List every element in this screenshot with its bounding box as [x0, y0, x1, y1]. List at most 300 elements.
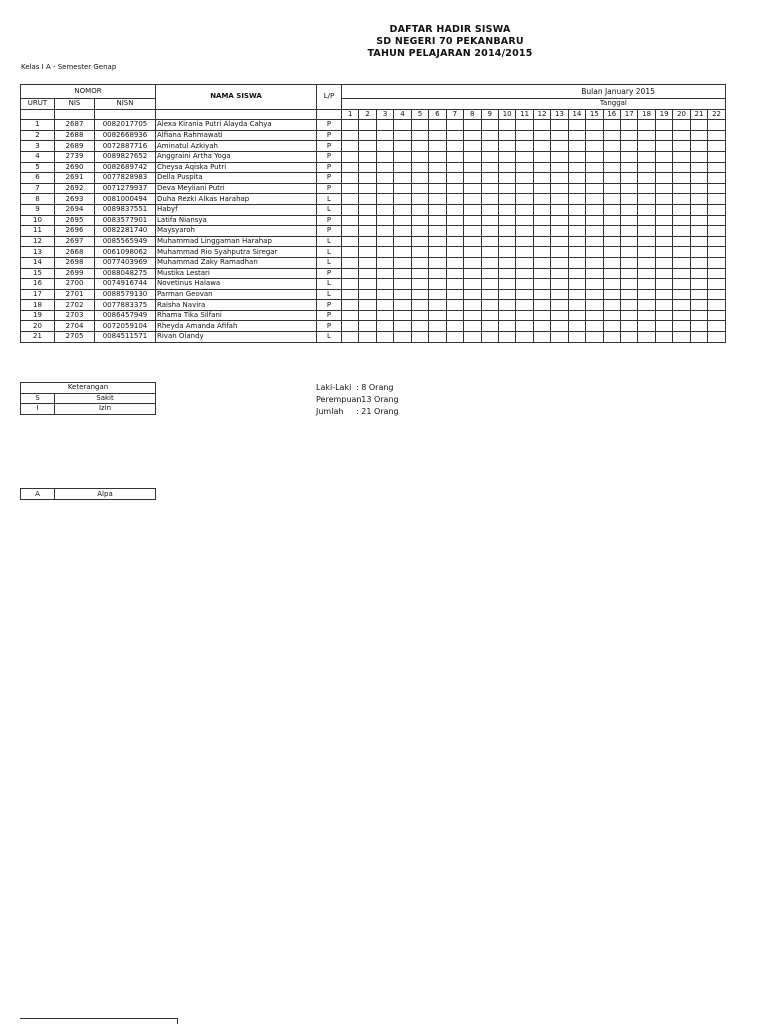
- attendance-cell[interactable]: [586, 162, 603, 173]
- attendance-cell[interactable]: [481, 247, 498, 258]
- attendance-cell[interactable]: [498, 236, 515, 247]
- attendance-cell[interactable]: [690, 257, 707, 268]
- attendance-cell[interactable]: [603, 151, 620, 162]
- attendance-cell[interactable]: [516, 162, 533, 173]
- attendance-cell[interactable]: [690, 141, 707, 152]
- attendance-cell[interactable]: [516, 257, 533, 268]
- attendance-cell[interactable]: [394, 120, 411, 131]
- attendance-cell[interactable]: [411, 289, 428, 300]
- attendance-cell[interactable]: [533, 204, 550, 215]
- attendance-cell[interactable]: [481, 289, 498, 300]
- attendance-cell[interactable]: [533, 141, 550, 152]
- attendance-cell[interactable]: [464, 257, 481, 268]
- attendance-cell[interactable]: [638, 226, 655, 237]
- attendance-cell[interactable]: [394, 268, 411, 279]
- attendance-cell[interactable]: [551, 321, 568, 332]
- attendance-cell[interactable]: [429, 204, 446, 215]
- attendance-cell[interactable]: [568, 215, 585, 226]
- attendance-cell[interactable]: [359, 226, 376, 237]
- attendance-cell[interactable]: [342, 247, 359, 258]
- attendance-cell[interactable]: [342, 151, 359, 162]
- attendance-cell[interactable]: [533, 226, 550, 237]
- attendance-cell[interactable]: [551, 226, 568, 237]
- attendance-cell[interactable]: [586, 268, 603, 279]
- attendance-cell[interactable]: [516, 310, 533, 321]
- attendance-cell[interactable]: [551, 289, 568, 300]
- attendance-cell[interactable]: [429, 141, 446, 152]
- attendance-cell[interactable]: [394, 162, 411, 173]
- attendance-cell[interactable]: [533, 289, 550, 300]
- attendance-cell[interactable]: [551, 141, 568, 152]
- attendance-cell[interactable]: [586, 332, 603, 343]
- attendance-cell[interactable]: [551, 310, 568, 321]
- attendance-cell[interactable]: [429, 194, 446, 205]
- attendance-cell[interactable]: [481, 183, 498, 194]
- attendance-cell[interactable]: [342, 173, 359, 184]
- attendance-cell[interactable]: [568, 173, 585, 184]
- attendance-cell[interactable]: [429, 173, 446, 184]
- attendance-cell[interactable]: [498, 332, 515, 343]
- attendance-cell[interactable]: [342, 300, 359, 311]
- attendance-cell[interactable]: [359, 120, 376, 131]
- attendance-cell[interactable]: [359, 332, 376, 343]
- attendance-cell[interactable]: [568, 120, 585, 131]
- attendance-cell[interactable]: [551, 173, 568, 184]
- attendance-cell[interactable]: [481, 321, 498, 332]
- attendance-cell[interactable]: [498, 310, 515, 321]
- attendance-cell[interactable]: [464, 332, 481, 343]
- attendance-cell[interactable]: [603, 215, 620, 226]
- attendance-cell[interactable]: [359, 204, 376, 215]
- attendance-cell[interactable]: [568, 300, 585, 311]
- attendance-cell[interactable]: [481, 257, 498, 268]
- attendance-cell[interactable]: [568, 289, 585, 300]
- attendance-cell[interactable]: [603, 300, 620, 311]
- attendance-cell[interactable]: [708, 173, 726, 184]
- attendance-cell[interactable]: [690, 279, 707, 290]
- attendance-cell[interactable]: [621, 247, 638, 258]
- attendance-cell[interactable]: [621, 120, 638, 131]
- attendance-cell[interactable]: [638, 247, 655, 258]
- attendance-cell[interactable]: [638, 310, 655, 321]
- attendance-cell[interactable]: [621, 151, 638, 162]
- attendance-cell[interactable]: [673, 332, 690, 343]
- attendance-cell[interactable]: [603, 236, 620, 247]
- attendance-cell[interactable]: [376, 120, 393, 131]
- attendance-cell[interactable]: [394, 321, 411, 332]
- attendance-cell[interactable]: [621, 204, 638, 215]
- attendance-cell[interactable]: [394, 289, 411, 300]
- attendance-cell[interactable]: [498, 321, 515, 332]
- attendance-cell[interactable]: [586, 257, 603, 268]
- attendance-cell[interactable]: [342, 257, 359, 268]
- attendance-cell[interactable]: [673, 215, 690, 226]
- attendance-cell[interactable]: [551, 151, 568, 162]
- attendance-cell[interactable]: [411, 268, 428, 279]
- attendance-cell[interactable]: [516, 236, 533, 247]
- attendance-cell[interactable]: [359, 310, 376, 321]
- attendance-cell[interactable]: [446, 257, 463, 268]
- attendance-cell[interactable]: [481, 279, 498, 290]
- attendance-cell[interactable]: [446, 215, 463, 226]
- attendance-cell[interactable]: [551, 204, 568, 215]
- attendance-cell[interactable]: [411, 162, 428, 173]
- attendance-cell[interactable]: [429, 310, 446, 321]
- attendance-cell[interactable]: [551, 162, 568, 173]
- attendance-cell[interactable]: [498, 173, 515, 184]
- attendance-cell[interactable]: [464, 236, 481, 247]
- attendance-cell[interactable]: [603, 130, 620, 141]
- attendance-cell[interactable]: [568, 268, 585, 279]
- attendance-cell[interactable]: [690, 120, 707, 131]
- attendance-cell[interactable]: [498, 257, 515, 268]
- attendance-cell[interactable]: [621, 300, 638, 311]
- attendance-cell[interactable]: [690, 215, 707, 226]
- attendance-cell[interactable]: [411, 321, 428, 332]
- attendance-cell[interactable]: [446, 310, 463, 321]
- attendance-cell[interactable]: [551, 257, 568, 268]
- attendance-cell[interactable]: [376, 215, 393, 226]
- attendance-cell[interactable]: [638, 120, 655, 131]
- attendance-cell[interactable]: [342, 194, 359, 205]
- attendance-cell[interactable]: [708, 289, 726, 300]
- attendance-cell[interactable]: [376, 279, 393, 290]
- attendance-cell[interactable]: [376, 310, 393, 321]
- attendance-cell[interactable]: [342, 226, 359, 237]
- attendance-cell[interactable]: [621, 226, 638, 237]
- attendance-cell[interactable]: [586, 120, 603, 131]
- attendance-cell[interactable]: [586, 289, 603, 300]
- attendance-cell[interactable]: [568, 151, 585, 162]
- attendance-cell[interactable]: [551, 236, 568, 247]
- attendance-cell[interactable]: [586, 204, 603, 215]
- attendance-cell[interactable]: [586, 151, 603, 162]
- attendance-cell[interactable]: [446, 194, 463, 205]
- attendance-cell[interactable]: [516, 215, 533, 226]
- attendance-cell[interactable]: [394, 173, 411, 184]
- attendance-cell[interactable]: [533, 310, 550, 321]
- attendance-cell[interactable]: [638, 141, 655, 152]
- attendance-cell[interactable]: [446, 321, 463, 332]
- attendance-cell[interactable]: [446, 268, 463, 279]
- attendance-cell[interactable]: [621, 215, 638, 226]
- attendance-cell[interactable]: [342, 162, 359, 173]
- attendance-cell[interactable]: [690, 332, 707, 343]
- attendance-cell[interactable]: [429, 332, 446, 343]
- attendance-cell[interactable]: [411, 236, 428, 247]
- attendance-cell[interactable]: [359, 279, 376, 290]
- attendance-cell[interactable]: [429, 247, 446, 258]
- attendance-cell[interactable]: [621, 236, 638, 247]
- attendance-cell[interactable]: [516, 141, 533, 152]
- attendance-cell[interactable]: [690, 130, 707, 141]
- attendance-cell[interactable]: [411, 130, 428, 141]
- attendance-cell[interactable]: [446, 289, 463, 300]
- attendance-cell[interactable]: [586, 173, 603, 184]
- attendance-cell[interactable]: [411, 310, 428, 321]
- attendance-cell[interactable]: [376, 332, 393, 343]
- attendance-cell[interactable]: [481, 215, 498, 226]
- attendance-cell[interactable]: [586, 321, 603, 332]
- attendance-cell[interactable]: [655, 257, 672, 268]
- attendance-cell[interactable]: [533, 183, 550, 194]
- attendance-cell[interactable]: [498, 300, 515, 311]
- attendance-cell[interactable]: [429, 300, 446, 311]
- attendance-cell[interactable]: [498, 162, 515, 173]
- attendance-cell[interactable]: [498, 120, 515, 131]
- attendance-cell[interactable]: [638, 268, 655, 279]
- attendance-cell[interactable]: [690, 194, 707, 205]
- attendance-cell[interactable]: [411, 226, 428, 237]
- attendance-cell[interactable]: [464, 289, 481, 300]
- attendance-cell[interactable]: [481, 194, 498, 205]
- attendance-cell[interactable]: [446, 226, 463, 237]
- attendance-cell[interactable]: [551, 247, 568, 258]
- attendance-cell[interactable]: [464, 141, 481, 152]
- attendance-cell[interactable]: [359, 268, 376, 279]
- attendance-cell[interactable]: [342, 215, 359, 226]
- attendance-cell[interactable]: [446, 236, 463, 247]
- attendance-cell[interactable]: [673, 130, 690, 141]
- attendance-cell[interactable]: [621, 141, 638, 152]
- attendance-cell[interactable]: [429, 215, 446, 226]
- attendance-cell[interactable]: [708, 236, 726, 247]
- attendance-cell[interactable]: [464, 310, 481, 321]
- attendance-cell[interactable]: [533, 247, 550, 258]
- attendance-cell[interactable]: [498, 183, 515, 194]
- attendance-cell[interactable]: [516, 321, 533, 332]
- attendance-cell[interactable]: [655, 173, 672, 184]
- attendance-cell[interactable]: [690, 226, 707, 237]
- attendance-cell[interactable]: [568, 236, 585, 247]
- attendance-cell[interactable]: [690, 268, 707, 279]
- attendance-cell[interactable]: [516, 268, 533, 279]
- attendance-cell[interactable]: [446, 300, 463, 311]
- attendance-cell[interactable]: [708, 247, 726, 258]
- attendance-cell[interactable]: [464, 162, 481, 173]
- attendance-cell[interactable]: [516, 226, 533, 237]
- attendance-cell[interactable]: [708, 194, 726, 205]
- attendance-cell[interactable]: [359, 236, 376, 247]
- attendance-cell[interactable]: [690, 289, 707, 300]
- attendance-cell[interactable]: [603, 279, 620, 290]
- attendance-cell[interactable]: [394, 236, 411, 247]
- attendance-cell[interactable]: [708, 226, 726, 237]
- attendance-cell[interactable]: [551, 332, 568, 343]
- attendance-cell[interactable]: [498, 226, 515, 237]
- attendance-cell[interactable]: [673, 310, 690, 321]
- attendance-cell[interactable]: [533, 215, 550, 226]
- attendance-cell[interactable]: [533, 332, 550, 343]
- attendance-cell[interactable]: [464, 215, 481, 226]
- attendance-cell[interactable]: [376, 247, 393, 258]
- attendance-cell[interactable]: [690, 321, 707, 332]
- attendance-cell[interactable]: [638, 300, 655, 311]
- attendance-cell[interactable]: [673, 204, 690, 215]
- attendance-cell[interactable]: [533, 151, 550, 162]
- attendance-cell[interactable]: [516, 173, 533, 184]
- attendance-cell[interactable]: [498, 247, 515, 258]
- attendance-cell[interactable]: [708, 257, 726, 268]
- attendance-cell[interactable]: [603, 257, 620, 268]
- attendance-cell[interactable]: [516, 289, 533, 300]
- attendance-cell[interactable]: [376, 130, 393, 141]
- attendance-cell[interactable]: [673, 300, 690, 311]
- attendance-cell[interactable]: [394, 130, 411, 141]
- attendance-cell[interactable]: [655, 194, 672, 205]
- attendance-cell[interactable]: [673, 173, 690, 184]
- attendance-cell[interactable]: [655, 151, 672, 162]
- attendance-cell[interactable]: [603, 247, 620, 258]
- attendance-cell[interactable]: [464, 130, 481, 141]
- attendance-cell[interactable]: [446, 162, 463, 173]
- attendance-cell[interactable]: [568, 332, 585, 343]
- attendance-cell[interactable]: [708, 268, 726, 279]
- attendance-cell[interactable]: [481, 173, 498, 184]
- attendance-cell[interactable]: [551, 279, 568, 290]
- attendance-cell[interactable]: [411, 279, 428, 290]
- attendance-cell[interactable]: [498, 151, 515, 162]
- attendance-cell[interactable]: [359, 300, 376, 311]
- attendance-cell[interactable]: [498, 279, 515, 290]
- attendance-cell[interactable]: [498, 194, 515, 205]
- attendance-cell[interactable]: [376, 151, 393, 162]
- attendance-cell[interactable]: [621, 194, 638, 205]
- attendance-cell[interactable]: [568, 226, 585, 237]
- attendance-cell[interactable]: [638, 151, 655, 162]
- attendance-cell[interactable]: [464, 194, 481, 205]
- attendance-cell[interactable]: [411, 151, 428, 162]
- attendance-cell[interactable]: [359, 194, 376, 205]
- attendance-cell[interactable]: [498, 289, 515, 300]
- attendance-cell[interactable]: [568, 204, 585, 215]
- attendance-cell[interactable]: [551, 268, 568, 279]
- attendance-cell[interactable]: [376, 300, 393, 311]
- attendance-cell[interactable]: [708, 321, 726, 332]
- attendance-cell[interactable]: [655, 321, 672, 332]
- attendance-cell[interactable]: [394, 300, 411, 311]
- attendance-cell[interactable]: [429, 289, 446, 300]
- attendance-cell[interactable]: [655, 162, 672, 173]
- attendance-cell[interactable]: [464, 279, 481, 290]
- attendance-cell[interactable]: [708, 279, 726, 290]
- attendance-cell[interactable]: [516, 279, 533, 290]
- attendance-cell[interactable]: [533, 257, 550, 268]
- attendance-cell[interactable]: [533, 268, 550, 279]
- attendance-cell[interactable]: [708, 204, 726, 215]
- attendance-cell[interactable]: [708, 310, 726, 321]
- attendance-cell[interactable]: [690, 310, 707, 321]
- attendance-cell[interactable]: [621, 257, 638, 268]
- attendance-cell[interactable]: [551, 183, 568, 194]
- attendance-cell[interactable]: [690, 151, 707, 162]
- attendance-cell[interactable]: [446, 120, 463, 131]
- attendance-cell[interactable]: [376, 257, 393, 268]
- attendance-cell[interactable]: [655, 215, 672, 226]
- attendance-cell[interactable]: [655, 332, 672, 343]
- attendance-cell[interactable]: [376, 194, 393, 205]
- attendance-cell[interactable]: [603, 204, 620, 215]
- attendance-cell[interactable]: [586, 194, 603, 205]
- attendance-cell[interactable]: [446, 141, 463, 152]
- attendance-cell[interactable]: [621, 183, 638, 194]
- attendance-cell[interactable]: [586, 130, 603, 141]
- attendance-cell[interactable]: [533, 236, 550, 247]
- attendance-cell[interactable]: [603, 120, 620, 131]
- attendance-cell[interactable]: [533, 173, 550, 184]
- attendance-cell[interactable]: [708, 300, 726, 311]
- attendance-cell[interactable]: [586, 236, 603, 247]
- attendance-cell[interactable]: [690, 236, 707, 247]
- attendance-cell[interactable]: [464, 183, 481, 194]
- attendance-cell[interactable]: [429, 151, 446, 162]
- attendance-cell[interactable]: [481, 310, 498, 321]
- attendance-cell[interactable]: [516, 194, 533, 205]
- attendance-cell[interactable]: [551, 194, 568, 205]
- attendance-cell[interactable]: [481, 226, 498, 237]
- attendance-cell[interactable]: [498, 130, 515, 141]
- attendance-cell[interactable]: [586, 183, 603, 194]
- attendance-cell[interactable]: [708, 183, 726, 194]
- attendance-cell[interactable]: [446, 279, 463, 290]
- attendance-cell[interactable]: [568, 310, 585, 321]
- attendance-cell[interactable]: [342, 279, 359, 290]
- attendance-cell[interactable]: [464, 247, 481, 258]
- attendance-cell[interactable]: [376, 141, 393, 152]
- attendance-cell[interactable]: [533, 300, 550, 311]
- attendance-cell[interactable]: [376, 226, 393, 237]
- attendance-cell[interactable]: [429, 279, 446, 290]
- attendance-cell[interactable]: [342, 130, 359, 141]
- attendance-cell[interactable]: [638, 194, 655, 205]
- attendance-cell[interactable]: [394, 204, 411, 215]
- attendance-cell[interactable]: [673, 162, 690, 173]
- attendance-cell[interactable]: [411, 204, 428, 215]
- attendance-cell[interactable]: [516, 151, 533, 162]
- attendance-cell[interactable]: [603, 310, 620, 321]
- attendance-cell[interactable]: [551, 120, 568, 131]
- attendance-cell[interactable]: [342, 236, 359, 247]
- attendance-cell[interactable]: [586, 141, 603, 152]
- attendance-cell[interactable]: [394, 247, 411, 258]
- attendance-cell[interactable]: [376, 289, 393, 300]
- attendance-cell[interactable]: [411, 141, 428, 152]
- attendance-cell[interactable]: [481, 130, 498, 141]
- attendance-cell[interactable]: [708, 130, 726, 141]
- attendance-cell[interactable]: [376, 321, 393, 332]
- attendance-cell[interactable]: [342, 120, 359, 131]
- attendance-cell[interactable]: [516, 247, 533, 258]
- attendance-cell[interactable]: [638, 257, 655, 268]
- attendance-cell[interactable]: [533, 162, 550, 173]
- attendance-cell[interactable]: [516, 300, 533, 311]
- attendance-cell[interactable]: [429, 236, 446, 247]
- attendance-cell[interactable]: [359, 183, 376, 194]
- attendance-cell[interactable]: [533, 321, 550, 332]
- attendance-cell[interactable]: [429, 257, 446, 268]
- attendance-cell[interactable]: [394, 151, 411, 162]
- attendance-cell[interactable]: [516, 183, 533, 194]
- attendance-cell[interactable]: [638, 279, 655, 290]
- attendance-cell[interactable]: [342, 321, 359, 332]
- attendance-cell[interactable]: [446, 332, 463, 343]
- attendance-cell[interactable]: [655, 204, 672, 215]
- attendance-cell[interactable]: [638, 215, 655, 226]
- attendance-cell[interactable]: [568, 194, 585, 205]
- attendance-cell[interactable]: [586, 300, 603, 311]
- attendance-cell[interactable]: [655, 236, 672, 247]
- attendance-cell[interactable]: [446, 247, 463, 258]
